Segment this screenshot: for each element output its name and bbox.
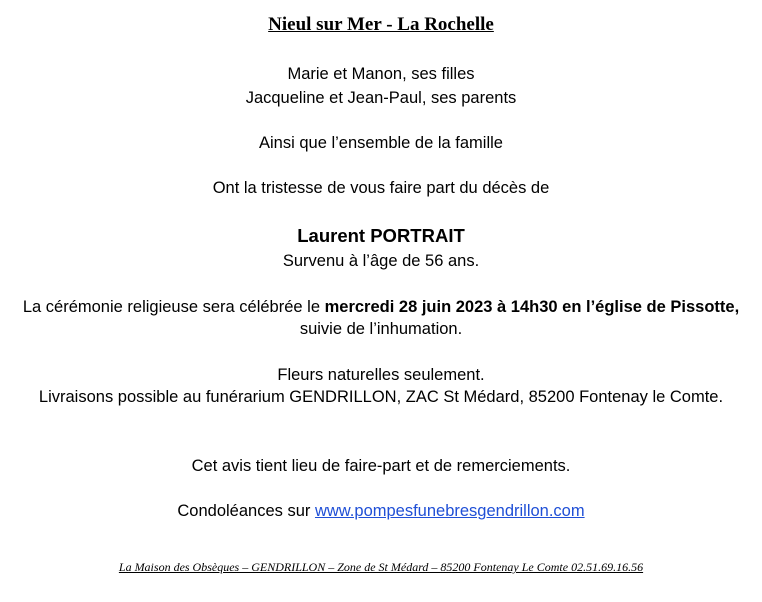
page-title: Nieul sur Mer - La Rochelle: [268, 14, 494, 35]
family-extended: Ainsi que l’ensemble de la famille: [259, 134, 503, 152]
notice-text: Cet avis tient lieu de faire-part et de remerciements.: [191, 457, 571, 475]
condolences-link[interactable]: www.pompesfunebresgendrillon.com: [314, 502, 585, 520]
ceremony-line: [0, 296, 762, 318]
ceremony-intro: La cérémonie religieuse sera célébrée le: [22, 298, 325, 316]
flowers-note: Fleurs naturelles seulement.: [277, 366, 485, 384]
family-parents: Jacqueline et Jean-Paul, ses parents: [245, 89, 517, 107]
ceremony-details: mercredi 28 juin 2023 à 14h30 en l’église de Pissotte,: [324, 298, 740, 316]
ceremony-followup: suivie de l’inhumation.: [299, 320, 463, 338]
flowers-delivery: Livraisons possible au funérarium GENDRILLON, ZAC St Médard, 85200 Fontenay le Comte.: [38, 388, 724, 406]
announcement-text: Ont la tristesse de vous faire part du décès de: [212, 179, 550, 197]
deceased-age: Survenu à l’âge de 56 ans.: [282, 252, 480, 270]
deceased-name: Laurent PORTRAIT: [297, 225, 465, 246]
condolences-line: [0, 500, 762, 522]
family-daughters: Marie et Manon, ses filles: [287, 65, 475, 83]
footer-address: La Maison des Obsèques – GENDRILLON – Zone de St Médard – 85200 Fontenay Le Comte 02.51.69.16.56: [118, 560, 644, 574]
condolences-label: Condoléances sur: [177, 502, 315, 520]
